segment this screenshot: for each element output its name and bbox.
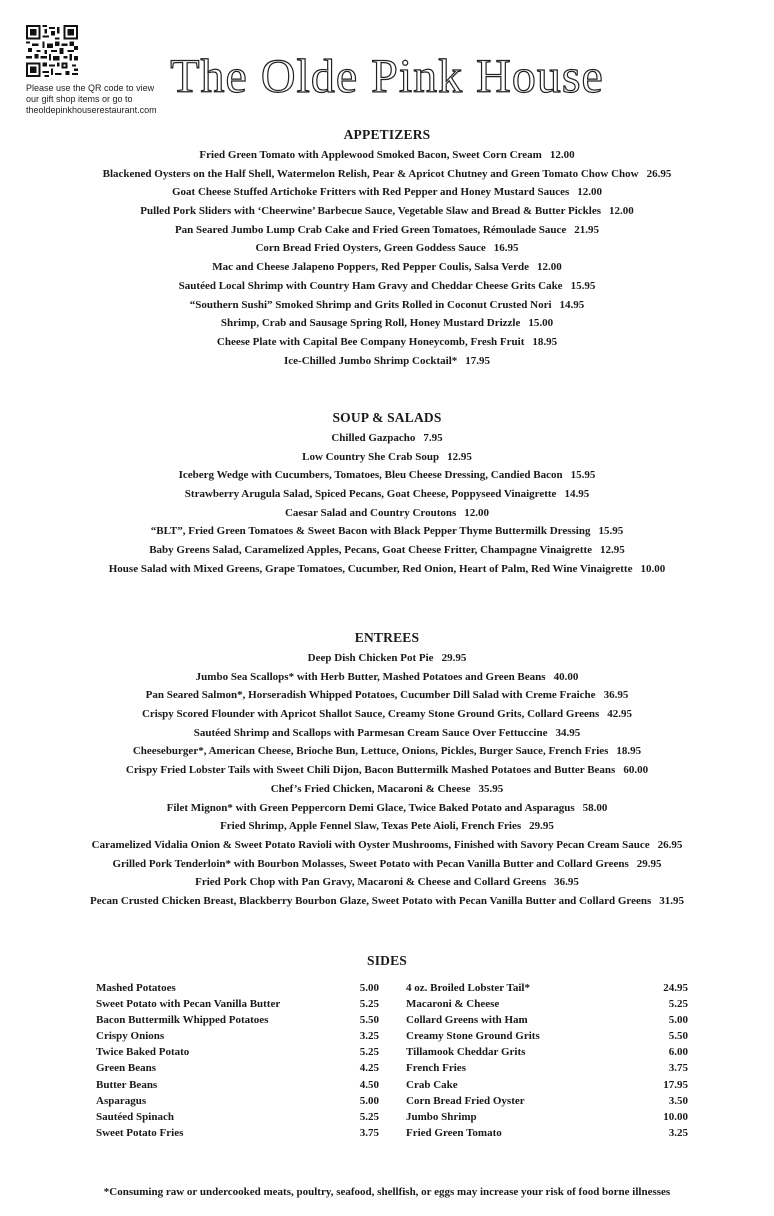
menu-item-name: Caesar Salad and Country Croutons (284, 506, 457, 519)
side-item-price: 3.50 (668, 1094, 688, 1107)
side-item-name: Butter Beans (96, 1078, 158, 1091)
menu-item-name: Crispy Scored Flounder with Apricot Shallot Sauce, Creamy Stone Ground Grits, Collard Greens (141, 708, 600, 721)
menu-item-price: 14.95 (564, 488, 590, 501)
menu-item-price: 29.95 (441, 652, 467, 664)
side-item-name: Sweet Potato Fries (96, 1126, 184, 1139)
menu-list (0, 429, 774, 579)
menu-item-price: 21.95 (574, 223, 600, 236)
side-item-name: 4 oz. Broiled Lobster Tail* (406, 982, 530, 994)
menu-item-name: Cheese Plate with Capital Bee Company Honeycomb, Fresh Fruit (216, 335, 525, 348)
menu-item-name: Iceberg Wedge with Cucumbers, Tomatoes, Bleu Cheese Dressing, Candied Bacon (178, 469, 563, 482)
menu-item (0, 761, 774, 780)
side-item-price: 24.95 (663, 982, 688, 994)
side-item-name: Mashed Potatoes (96, 982, 176, 994)
menu-item (0, 522, 774, 541)
menu-item (0, 873, 774, 892)
menu-item (0, 686, 774, 705)
menu-item (0, 541, 774, 560)
side-item (96, 1125, 379, 1141)
qr-note-line: our gift shop items or go to (26, 94, 133, 104)
menu-item-name: Shrimp, Crab and Sausage Spring Roll, Honey Mustard Drizzle (220, 317, 521, 330)
sides-section (0, 952, 774, 972)
menu-item-name: Goat Cheese Stuffed Artichoke Fritters with Red Pepper and Honey Mustard Sauces (171, 186, 570, 199)
menu-item-name: Ice-Chilled Jumbo Shrimp Cocktail* (283, 354, 458, 367)
side-item-price: 5.25 (668, 998, 688, 1011)
side-item-name: Fried Green Tomato (406, 1126, 502, 1139)
menu-item (0, 504, 774, 523)
side-item-price: 5.50 (359, 1014, 379, 1027)
side-item-price: 4.50 (359, 1078, 379, 1091)
menu-item-price: 31.95 (659, 894, 685, 907)
side-item-price: 3.25 (359, 1030, 379, 1043)
menu-item (0, 333, 774, 352)
menu-item-name: Sautéed Shrimp and Scallops with Parmesan Cream Sauce Over Fettuccine (193, 726, 548, 739)
menu-item (0, 239, 774, 258)
side-item (406, 1109, 688, 1125)
side-item-price: 5.25 (359, 998, 379, 1011)
side-item-price: 5.00 (359, 982, 379, 994)
menu-item-name: Jumbo Sea Scallops* with Herb Butter, Mashed Potatoes and Green Beans (195, 670, 546, 683)
menu-item-price: 35.95 (478, 782, 504, 795)
menu-item-price: 14.95 (559, 298, 585, 311)
menu-item (0, 742, 774, 761)
side-item-price: 3.25 (668, 1126, 688, 1139)
side-item-name: Crab Cake (406, 1078, 458, 1091)
side-item (406, 1125, 688, 1141)
menu-item-name: Strawberry Arugula Salad, Spiced Pecans, Goat Cheese, Poppyseed Vinaigrette (184, 488, 557, 501)
side-item-price: 6.00 (668, 1046, 688, 1059)
section-heading: ENTREES (354, 630, 420, 645)
menu-item-name: Corn Bread Fried Oysters, Green Goddess Sauce (255, 242, 486, 255)
menu-item-name: “Southern Sushi” Smoked Shrimp and Grits Rolled in Coconut Crusted Nori (189, 298, 552, 311)
menu-item-name: Blackened Oysters on the Half Shell, Watermelon Relish, Pear & Apricot Chutney and Green Tomato Chow Chow (102, 167, 639, 180)
menu-item-price: 36.95 (603, 689, 629, 702)
entrees-section (0, 629, 774, 911)
menu-list (0, 649, 774, 911)
menu-item (0, 258, 774, 277)
menu-item-name: Low Country She Crab Soup (302, 450, 440, 463)
side-item-name: Tillamook Cheddar Grits (406, 1046, 526, 1059)
side-item (96, 1109, 379, 1125)
side-item (96, 1077, 379, 1093)
menu-item (0, 855, 774, 874)
menu-item (0, 146, 774, 165)
side-item-price: 5.00 (359, 1094, 379, 1107)
menu-item (0, 448, 774, 467)
menu-item (0, 296, 774, 315)
menu-item (0, 202, 774, 221)
side-item-name: French Fries (406, 1062, 466, 1075)
menu-item (0, 466, 774, 485)
menu-item-price: 16.95 (493, 242, 519, 255)
menu-item (0, 352, 774, 371)
side-item (406, 1093, 688, 1109)
menu-item-name: Baby Greens Salad, Caramelized Apples, Pecans, Goat Cheese Fritter, Champagne Vinaigrette (149, 544, 593, 557)
side-item (406, 1044, 688, 1060)
side-item-price: 5.50 (668, 1030, 688, 1043)
side-item (96, 1060, 379, 1076)
menu-list (0, 146, 774, 370)
menu-item (0, 892, 774, 911)
menu-item-name: Chilled Gazpacho (331, 432, 416, 444)
soup-salads-section (0, 409, 774, 579)
menu-item (0, 668, 774, 687)
menu-item-price: 15.95 (570, 469, 596, 482)
menu-item (0, 314, 774, 333)
side-item (406, 1028, 688, 1044)
menu-item-name: “BLT”, Fried Green Tomatoes & Sweet Bacon with Black Pepper Thyme Buttermilk Dressing (150, 525, 591, 538)
side-item (96, 980, 379, 996)
side-item-price: 10.00 (663, 1110, 688, 1123)
menu-item-name: Deep Dish Chicken Pot Pie (307, 652, 434, 664)
menu-item-price: 15.95 (570, 279, 596, 292)
menu-item-price: 60.00 (623, 764, 649, 777)
menu-item-price: 12.95 (447, 450, 472, 463)
menu-item-price: 18.95 (532, 335, 558, 348)
menu-item-price: 42.95 (607, 708, 633, 721)
menu-item-name: Filet Mignon* with Green Peppercorn Demi Glace, Twice Baked Potato and Asparagus (166, 801, 575, 814)
side-item-price: 3.75 (668, 1062, 688, 1075)
side-item (406, 980, 688, 996)
menu-item (0, 799, 774, 818)
side-item-price: 4.25 (359, 1062, 379, 1075)
menu-item-price: 58.00 (582, 801, 608, 814)
menu-item-price: 26.95 (657, 838, 683, 851)
side-item (96, 1093, 379, 1109)
menu-item-price: 12.00 (549, 149, 575, 161)
menu-item (0, 649, 774, 668)
side-item (406, 1060, 688, 1076)
side-item-name: Corn Bread Fried Oyster (406, 1094, 525, 1107)
menu-item (0, 560, 774, 579)
menu-item-name: Fried Shrimp, Apple Fennel Slaw, Texas Pete Aioli, French Fries (220, 820, 522, 833)
menu-item-name: Crispy Fried Lobster Tails with Sweet Chili Dijon, Bacon Buttermilk Mashed Potatoes and Butter Beans (125, 764, 616, 777)
menu-item-name: Fried Pork Chop with Pan Gravy, Macaroni & Cheese and Collard Greens (195, 876, 547, 889)
side-item-name: Creamy Stone Ground Grits (406, 1030, 540, 1043)
side-item-name: Sautéed Spinach (96, 1110, 174, 1123)
menu-item (0, 277, 774, 296)
menu-item-name: Mac and Cheese Jalapeno Poppers, Red Pepper Coulis, Salsa Verde (212, 261, 529, 274)
menu-item-name: Pulled Pork Sliders with ‘Cheerwine’ Barbecue Sauce, Vegetable Slaw and Bread & Butter Pickles (140, 205, 601, 218)
side-item (96, 996, 379, 1012)
menu-item (0, 183, 774, 202)
side-item-name: Crispy Onions (96, 1030, 165, 1043)
menu-item (0, 705, 774, 724)
side-item-name: Sweet Potato with Pecan Vanilla Butter (96, 998, 281, 1011)
side-item-price: 5.00 (668, 1014, 688, 1027)
restaurant-title: The Olde Pink House (170, 50, 604, 104)
side-item (406, 996, 688, 1012)
menu-item-price: 36.95 (554, 876, 579, 889)
menu-item-name: Fried Green Tomato with Applewood Smoked Bacon, Sweet Corn Cream (199, 149, 542, 161)
sides-left-column (96, 980, 379, 1141)
menu-item-name: Caramelized Vidalia Onion & Sweet Potato Ravioli with Oyster Mushrooms, Finished with Savory Pecan Cream Sauce (91, 838, 650, 851)
menu-item (0, 429, 774, 448)
menu-item-price: 40.00 (553, 670, 579, 683)
menu-item-name: Chef’s Fried Chicken, Macaroni & Cheese (270, 782, 471, 795)
menu-item-name: House Salad with Mixed Greens, Grape Tomatoes, Cucumber, Red Onion, Heart of Palm, Red Wine Vinaigrette (108, 562, 633, 575)
menu-item-price: 15.00 (528, 317, 554, 330)
menu-item-name: Sautéed Local Shrimp with Country Ham Gravy and Cheddar Cheese Grits Cake (178, 279, 563, 292)
side-item-price: 17.95 (663, 1078, 688, 1091)
side-item-price: 5.25 (359, 1046, 379, 1059)
menu-item-name: Pecan Crusted Chicken Breast, Blackberry Bourbon Glaze, Sweet Potato with Pecan Vanilla Butter and Collard Greens (89, 894, 652, 907)
side-item (96, 1044, 379, 1060)
menu-item-price: 12.00 (464, 506, 490, 519)
menu-item-name: Grilled Pork Tenderloin* with Bourbon Molasses, Sweet Potato with Pecan Vanilla Butter and Collard Greens (112, 857, 629, 870)
menu-item (0, 165, 774, 184)
side-item-price: 3.75 (359, 1126, 379, 1139)
sides-right-column (406, 980, 688, 1141)
qr-note-url[interactable]: theoldepinkhouserestaurant.com (26, 105, 157, 115)
side-item-price: 5.25 (359, 1110, 379, 1123)
section-heading: SOUP & SALADS (332, 410, 442, 425)
menu-item-price: 10.00 (640, 562, 666, 575)
menu-item-price: 18.95 (616, 745, 642, 758)
menu-item-price: 12.95 (600, 544, 625, 557)
appetizers-section (0, 126, 774, 370)
menu-item-price: 12.00 (609, 205, 634, 218)
side-item-name: Asparagus (96, 1094, 147, 1107)
menu-item (0, 485, 774, 504)
side-item-name: Green Beans (96, 1062, 156, 1075)
menu-item-price: 26.95 (646, 167, 672, 180)
menu-item-name: Pan Seared Jumbo Lump Crab Cake and Fried Green Tomatoes, Rémoulade Sauce (174, 223, 567, 236)
side-item-name: Macaroni & Cheese (406, 998, 500, 1011)
menu-item-price: 12.00 (577, 186, 603, 199)
side-item (406, 1012, 688, 1028)
side-item-name: Twice Baked Potato (96, 1046, 190, 1059)
menu-item (0, 724, 774, 743)
side-item-name: Collard Greens with Ham (406, 1014, 528, 1027)
menu-item-price: 7.95 (423, 432, 443, 444)
menu-item (0, 836, 774, 855)
menu-item (0, 817, 774, 836)
side-item-name: Bacon Buttermilk Whipped Potatoes (96, 1014, 269, 1027)
menu-item-price: 12.00 (536, 261, 562, 274)
menu-item-price: 29.95 (636, 857, 662, 870)
menu-item-price: 15.95 (598, 525, 624, 538)
side-item (406, 1077, 688, 1093)
menu-item-price: 17.95 (465, 354, 490, 367)
side-item (96, 1028, 379, 1044)
menu-item-price: 29.95 (529, 820, 554, 833)
side-item-name: Jumbo Shrimp (406, 1110, 477, 1123)
menu-item-name: Cheeseburger*, American Cheese, Brioche Bun, Lettuce, Onions, Pickles, Burger Sauce, French Fries (132, 745, 609, 758)
side-item (96, 1012, 379, 1028)
qr-note-line: Please use the QR code to view (26, 83, 155, 93)
menu-item-name: Pan Seared Salmon*, Horseradish Whipped Potatoes, Cucumber Dill Salad with Creme Fraiche (145, 689, 596, 702)
menu-item (0, 221, 774, 240)
section-heading: APPETIZERS (343, 127, 431, 142)
menu-item-price: 34.95 (555, 726, 581, 739)
food-safety-disclaimer: *Consuming raw or undercooked meats, poultry, seafood, shellfish, or eggs may increase your risk of food borne illnesses (103, 1186, 671, 1198)
section-heading: SIDES (366, 953, 408, 968)
menu-item (0, 780, 774, 799)
